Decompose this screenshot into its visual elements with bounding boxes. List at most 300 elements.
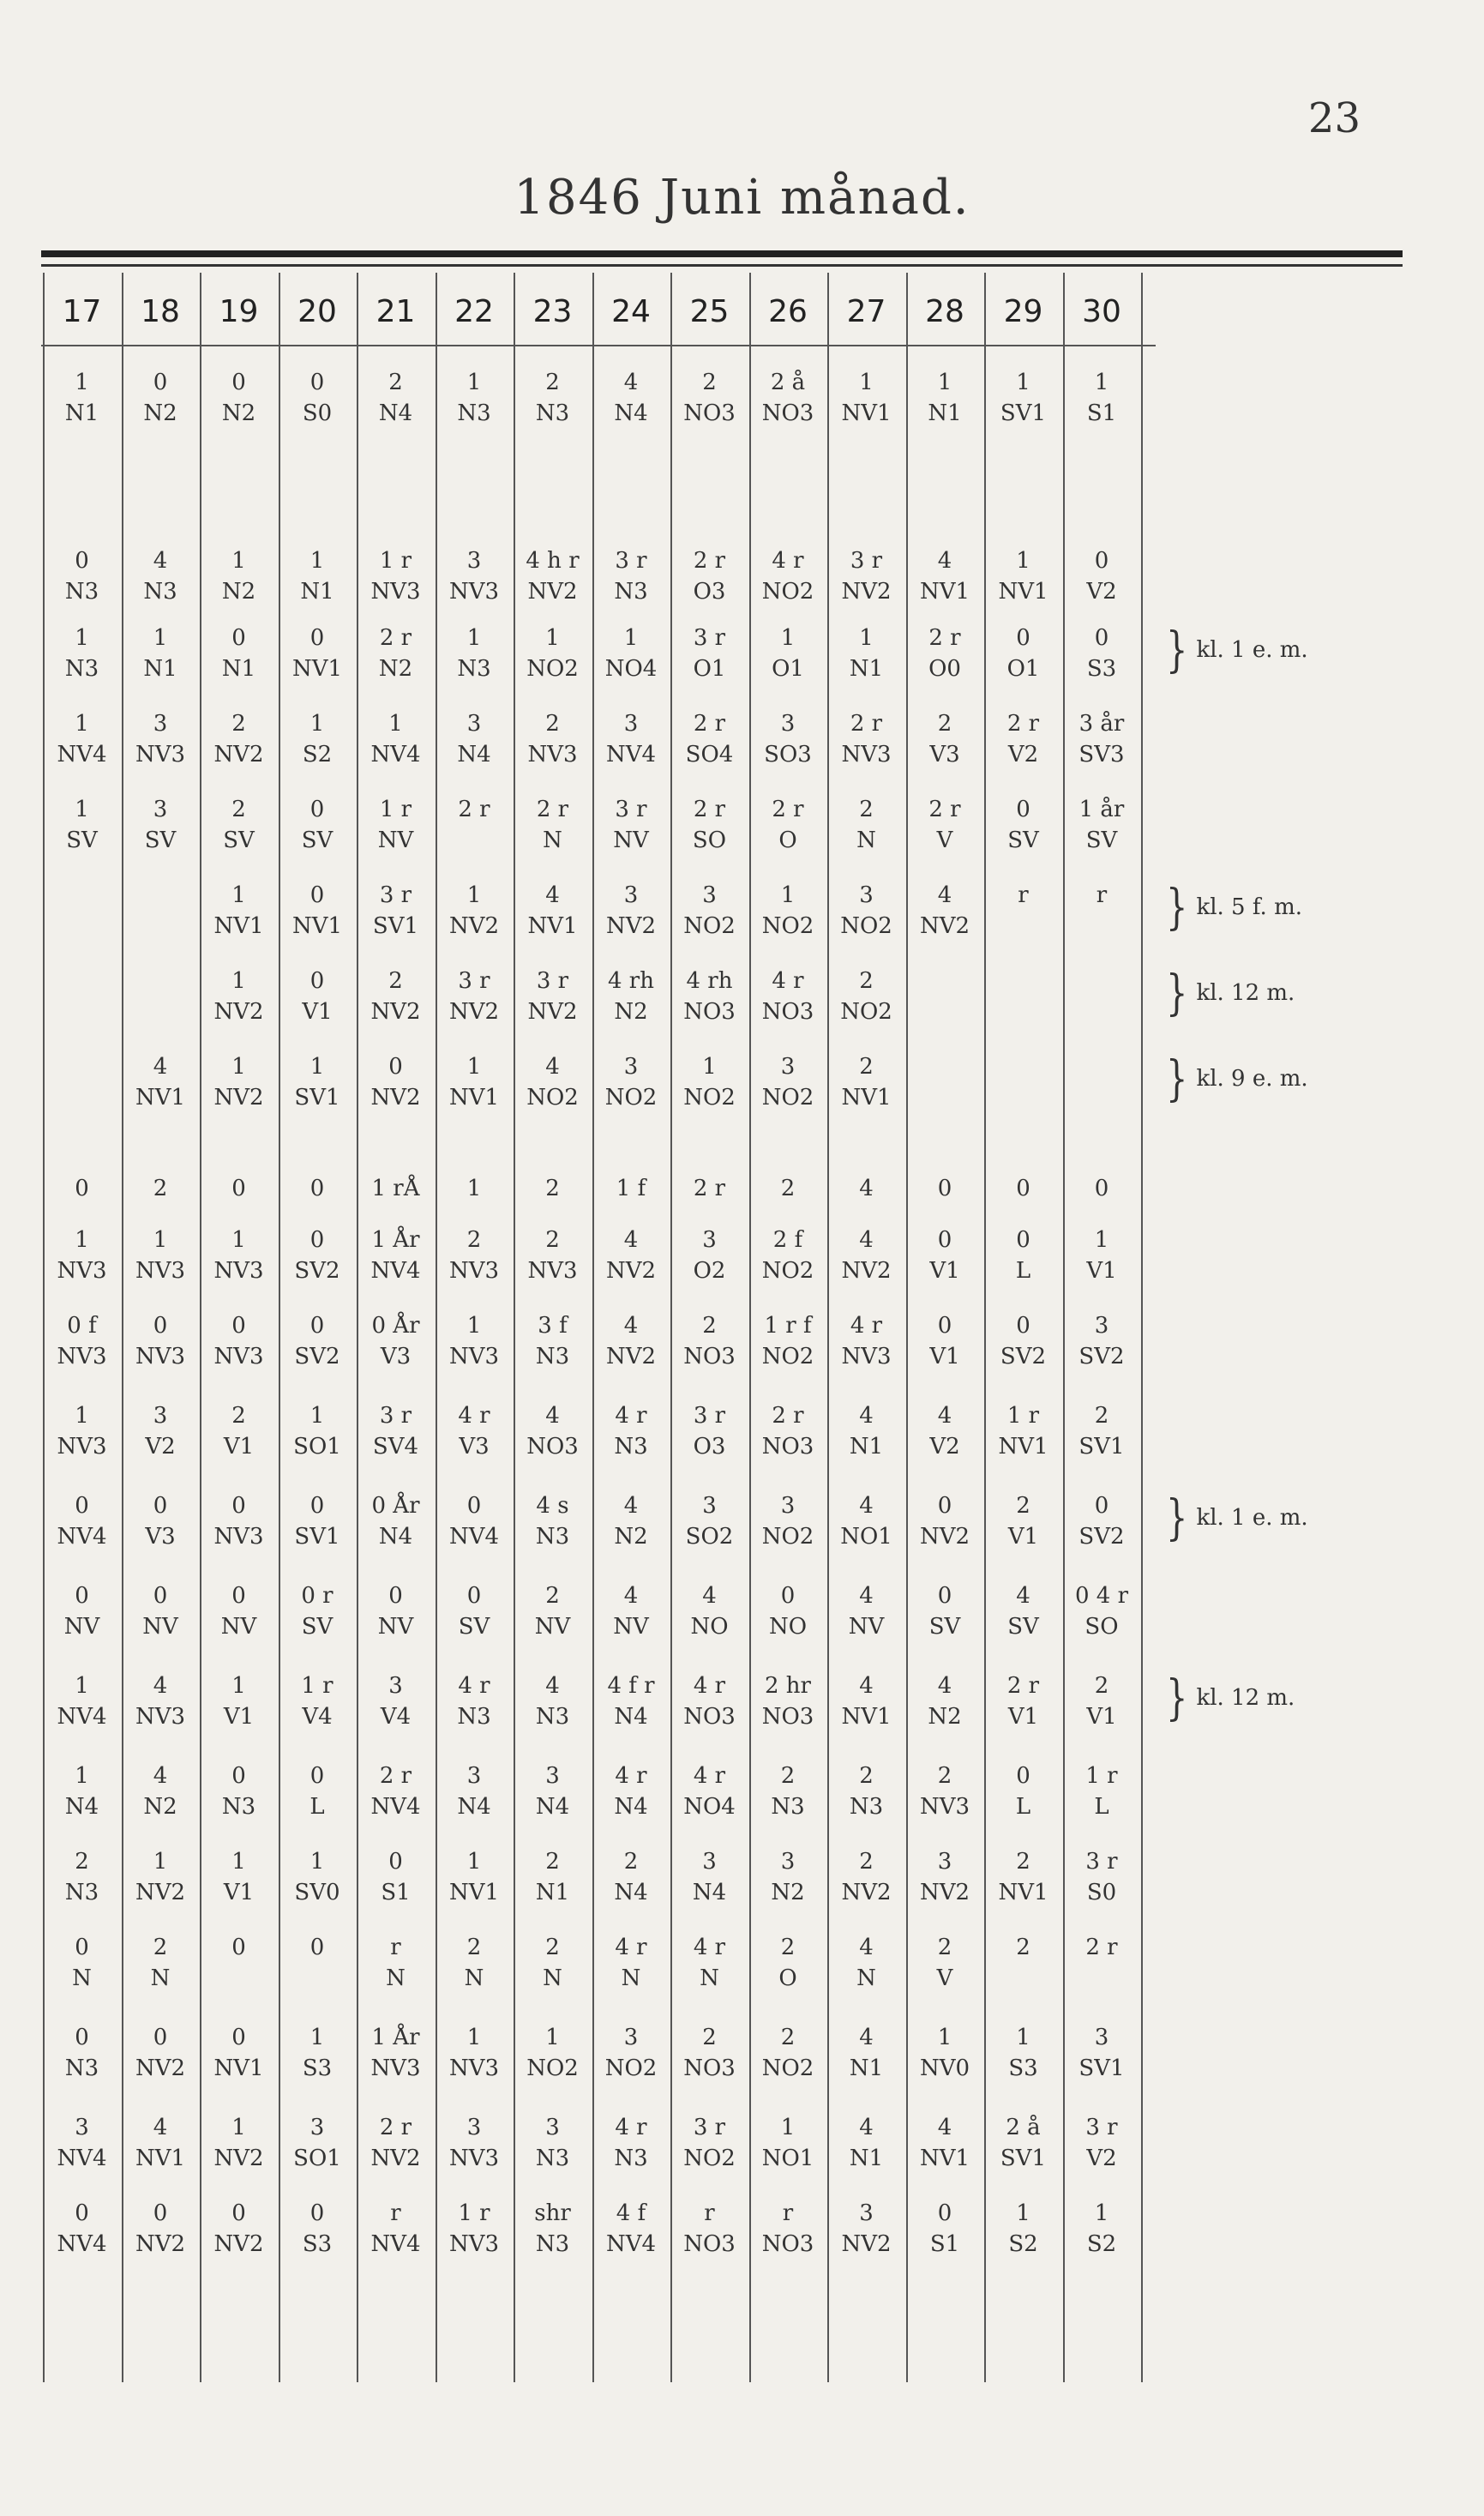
table-cell xyxy=(279,2022,357,2084)
table-cell xyxy=(43,1051,121,1113)
cell-force-value xyxy=(1063,966,1141,996)
cell-direction-value: NO2 xyxy=(526,656,579,682)
cell-force-value: 4 xyxy=(859,1403,874,1429)
table-cell xyxy=(279,1932,357,1994)
table-cell xyxy=(43,1670,121,1732)
table-cell xyxy=(200,2112,278,2174)
cell-force-value: 1 xyxy=(231,882,246,908)
cell-direction-value: NV2 xyxy=(605,1344,657,1369)
cell-direction-value: N1 xyxy=(64,400,99,426)
cell-direction-value: NV2 xyxy=(213,2146,264,2171)
table-cell xyxy=(827,708,905,770)
cell-direction-value: NV xyxy=(534,1614,571,1640)
cell-force-value: 1 r xyxy=(1006,1403,1040,1429)
table-cell xyxy=(514,2112,592,2174)
cell-force-value xyxy=(906,966,984,996)
cell-force-value: 1 xyxy=(309,1849,325,1875)
table-cell xyxy=(200,623,278,684)
cell-force-value: 2 xyxy=(1094,1673,1109,1699)
table-cell xyxy=(1063,966,1141,1027)
table-cell xyxy=(670,1580,748,1642)
cell-force-value: 0 xyxy=(309,1176,325,1201)
cell-force-value: 4 xyxy=(623,1227,639,1253)
table-cell xyxy=(436,1932,514,1994)
cell-force-value: 1 xyxy=(231,2115,246,2140)
cell-direction-value: SV2 xyxy=(294,1258,340,1284)
cell-direction-value: N3 xyxy=(64,656,99,682)
cell-force-value: 2 xyxy=(780,1176,796,1201)
table-cell xyxy=(592,1400,670,1462)
cell-direction-value: NV xyxy=(613,828,649,853)
cell-direction-value: NV2 xyxy=(841,2231,892,2257)
cell-direction-value: NV1 xyxy=(135,2146,186,2171)
cell-force-value: 0 xyxy=(309,1935,325,1960)
table-cell xyxy=(279,623,357,684)
cell-direction-value: N1 xyxy=(849,656,884,682)
table-cell xyxy=(592,880,670,942)
cell-force-value: 1 xyxy=(75,797,89,822)
cell-force-value: 0 xyxy=(231,370,246,395)
cell-direction-value: N3 xyxy=(457,1704,491,1730)
cell-direction-value: N3 xyxy=(535,2231,570,2257)
cell-direction-value: NV1 xyxy=(919,2146,970,2171)
cell-force-value: 2 r xyxy=(379,2115,412,2140)
table-cell xyxy=(122,2112,200,2174)
table-cell xyxy=(43,623,121,684)
table-cell xyxy=(357,1846,435,1908)
cell-direction-value: N1 xyxy=(849,1434,884,1460)
margin-note xyxy=(1166,1051,1308,1108)
cell-direction-value: O1 xyxy=(1006,656,1040,682)
cell-direction-value: SV xyxy=(1007,1614,1039,1640)
cell-direction-value: L xyxy=(1094,1794,1109,1820)
table-cell xyxy=(984,1670,1062,1732)
table-cell xyxy=(592,1051,670,1113)
cell-direction-value: NV2 xyxy=(919,1880,970,1905)
cell-direction-value: O1 xyxy=(772,656,804,682)
page-number: 23 xyxy=(1307,94,1361,142)
cell-force-value: 1 xyxy=(75,1673,89,1699)
column-header-day: 25 xyxy=(689,294,730,329)
cell-direction-value: SV1 xyxy=(1000,2146,1047,2171)
table-cell xyxy=(43,1846,121,1908)
cell-direction-value: NV1 xyxy=(213,2056,264,2081)
cell-direction-value: NV2 xyxy=(213,742,264,767)
cell-direction-value: SV1 xyxy=(372,913,419,939)
cell-direction-value: N2 xyxy=(614,999,648,1025)
cell-force-value: 2 xyxy=(702,1313,717,1339)
cell-force-value: 4 r xyxy=(615,1403,647,1429)
cell-force-value: 2 xyxy=(545,1227,560,1253)
cell-direction-value: SV xyxy=(1007,828,1039,853)
table-cell xyxy=(357,1400,435,1462)
cell-direction-value: NO3 xyxy=(761,999,814,1025)
cell-direction-value: NV2 xyxy=(527,579,578,605)
cell-force-value: 0 xyxy=(153,1583,168,1609)
table-cell xyxy=(514,1846,592,1908)
cell-direction-value: NV2 xyxy=(841,1880,892,1905)
table-cell xyxy=(1063,545,1141,607)
cell-direction-value: NV xyxy=(220,1614,257,1640)
cell-force-value: 3 xyxy=(780,1493,796,1519)
table-cell xyxy=(749,1225,827,1286)
cell-force-value xyxy=(1063,1051,1141,1082)
cell-force-value: 2 xyxy=(859,1763,874,1789)
table-cell xyxy=(984,545,1062,607)
cell-force-value: 4 xyxy=(545,882,560,908)
table-cell xyxy=(670,545,748,607)
cell-direction-value: SV xyxy=(223,828,255,853)
cell-direction-value: N xyxy=(700,1965,719,1991)
cell-force-value: 1 xyxy=(231,1227,246,1253)
table-cell xyxy=(1063,1400,1141,1462)
cell-force-value: 3 xyxy=(545,2115,560,2140)
cell-direction-value: NV4 xyxy=(370,1794,421,1820)
cell-direction-value: N xyxy=(464,1965,484,1991)
table-cell xyxy=(827,1490,905,1552)
cell-force-value: 4 xyxy=(859,2115,874,2140)
cell-direction-value: NV3 xyxy=(57,1258,107,1284)
header-underline xyxy=(41,345,1156,346)
cell-direction-value: SV1 xyxy=(294,1524,340,1550)
cell-force-value xyxy=(43,880,121,911)
cell-force-value: 4 s xyxy=(536,1493,569,1519)
table-cell xyxy=(906,2112,984,2174)
cell-force-value: 4 xyxy=(937,1673,952,1699)
cell-direction-value: S0 xyxy=(1086,1880,1117,1905)
table-cell xyxy=(1063,1932,1141,1994)
cell-force-value: r xyxy=(1096,882,1108,908)
cell-direction-value: S1 xyxy=(1086,400,1117,426)
cell-direction-value: N4 xyxy=(535,1794,570,1820)
cell-force-value: 2 xyxy=(545,1176,560,1201)
cell-force-value: 4 xyxy=(153,2115,168,2140)
column-header-day: 24 xyxy=(611,294,651,329)
table-cell xyxy=(984,966,1062,1027)
cell-direction-value: NV2 xyxy=(370,999,421,1025)
table-cell xyxy=(514,794,592,856)
cell-direction-value: O xyxy=(778,1965,797,1991)
table-cell xyxy=(514,2198,592,2260)
table-cell xyxy=(122,2198,200,2260)
cell-direction-value: SV xyxy=(301,828,333,853)
table-cell xyxy=(200,367,278,429)
table-cell xyxy=(984,708,1062,770)
cell-force-value: 4 xyxy=(859,1176,874,1201)
cell-force-value: 2 r xyxy=(1006,1673,1040,1699)
table-cell xyxy=(749,545,827,607)
table-cell xyxy=(200,1846,278,1908)
cell-force-value: 2 xyxy=(153,1176,168,1201)
margin-note-text: kl. 12 m. xyxy=(1196,980,1295,1006)
table-cell xyxy=(279,1400,357,1462)
table-cell xyxy=(1063,794,1141,856)
margin-note xyxy=(1166,623,1308,679)
table-cell xyxy=(514,1580,592,1642)
table-cell xyxy=(122,1580,200,1642)
cell-force-value: 3 xyxy=(466,711,482,737)
table-cell xyxy=(906,2198,984,2260)
table-cell xyxy=(436,545,514,607)
cell-force-value: 1 xyxy=(466,370,482,395)
cell-direction-value: NO2 xyxy=(761,913,814,939)
cell-direction-value: O2 xyxy=(693,1258,726,1284)
table-cell xyxy=(43,880,121,942)
cell-force-value xyxy=(984,1051,1062,1082)
table-cell xyxy=(279,1490,357,1552)
cell-direction-value: N3 xyxy=(535,2146,570,2171)
cell-force-value: 1 r xyxy=(379,797,412,822)
cell-direction-value: NO2 xyxy=(683,2146,736,2171)
cell-direction-value: V2 xyxy=(1086,2146,1117,2171)
cell-force-value: 2 r xyxy=(850,711,883,737)
cell-force-value: 1 xyxy=(1016,2025,1030,2050)
cell-force-value xyxy=(122,880,200,911)
weather-table xyxy=(41,273,1156,2382)
cell-force-value: 1 xyxy=(309,1403,325,1429)
cell-force-value: 1 År xyxy=(371,2025,420,2050)
cell-force-value: 2 xyxy=(545,1583,560,1609)
table-cell xyxy=(357,708,435,770)
table-cell xyxy=(827,1846,905,1908)
table-cell xyxy=(357,545,435,607)
cell-force-value: 2 xyxy=(231,1403,246,1429)
cell-direction-value: SV xyxy=(1085,828,1118,853)
cell-force-value: 1 xyxy=(466,1054,482,1080)
table-cell xyxy=(1063,2112,1141,2174)
table-cell xyxy=(827,1310,905,1372)
cell-direction-value: NV1 xyxy=(527,913,578,939)
cell-direction-value: N3 xyxy=(64,1880,99,1905)
cell-force-value: shr xyxy=(534,2200,571,2226)
cell-force-value: 3 xyxy=(780,711,796,737)
table-cell xyxy=(43,794,121,856)
cell-force-value: 0 xyxy=(388,1583,403,1609)
cell-force-value: 0 xyxy=(75,1583,89,1609)
cell-direction-value: NV xyxy=(848,1614,885,1640)
cell-force-value: 0 xyxy=(937,1583,952,1609)
table-cell xyxy=(984,880,1062,942)
cell-direction-value: N1 xyxy=(849,2056,884,2081)
cell-force-value: 0 xyxy=(1016,1763,1030,1789)
table-cell xyxy=(514,1051,592,1113)
cell-force-value: 4 r xyxy=(693,1763,726,1789)
cell-direction-value: NO4 xyxy=(683,1794,736,1820)
cell-force-value: 3 r xyxy=(1085,2115,1118,2140)
cell-force-value: 2 xyxy=(388,968,403,994)
table-cell xyxy=(436,2112,514,2174)
table-cell xyxy=(749,1846,827,1908)
table-cell xyxy=(1063,2198,1141,2260)
cell-direction-value: N4 xyxy=(457,1794,491,1820)
cell-direction-value xyxy=(1063,1963,1141,1994)
table-cell xyxy=(984,1846,1062,1908)
table-cell xyxy=(592,2198,670,2260)
brace-mark: } xyxy=(1166,1490,1188,1547)
cell-force-value: 3 xyxy=(702,1493,717,1519)
cell-direction-value: N4 xyxy=(378,1524,413,1550)
cell-direction-value: NV3 xyxy=(448,1344,500,1369)
table-cell xyxy=(357,623,435,684)
header-rule-thin xyxy=(41,264,1403,267)
cell-force-value: 4 r xyxy=(772,968,804,994)
cell-direction-value: NO3 xyxy=(761,1704,814,1730)
cell-force-value: 4 r xyxy=(458,1673,490,1699)
cell-force-value: 2 xyxy=(231,797,246,822)
table-cell xyxy=(514,1490,592,1552)
cell-direction-value: N4 xyxy=(378,400,413,426)
cell-force-value: 3 xyxy=(623,882,639,908)
cell-direction-value xyxy=(200,1963,278,1994)
table-cell xyxy=(906,1400,984,1462)
cell-direction-value: S2 xyxy=(1008,2231,1038,2257)
cell-force-value: 4 r xyxy=(693,1673,726,1699)
table-cell xyxy=(122,1932,200,1994)
cell-force-value: 0 xyxy=(231,1935,246,1960)
cell-force-value: 4 xyxy=(153,1054,168,1080)
cell-direction-value: N2 xyxy=(221,579,256,605)
cell-direction-value: SO2 xyxy=(685,1524,734,1550)
cell-direction-value: NV3 xyxy=(841,1344,892,1369)
cell-direction-value: NO4 xyxy=(604,656,658,682)
table-cell xyxy=(749,623,827,684)
cell-force-value: 2 r xyxy=(928,625,961,651)
cell-direction-value: V1 xyxy=(223,1880,255,1905)
cell-direction-value: NV2 xyxy=(605,1258,657,1284)
cell-force-value: 4 xyxy=(623,1493,639,1519)
cell-direction-value: V3 xyxy=(380,1344,412,1369)
cell-force-value: 4 xyxy=(859,1935,874,1960)
page-title: 1846 Juni månad. xyxy=(514,170,970,226)
cell-direction-value: NV2 xyxy=(605,913,657,939)
table-cell xyxy=(436,880,514,942)
cell-force-value: 3 r xyxy=(379,1403,412,1429)
table-cell xyxy=(279,545,357,607)
cell-force-value: 3 xyxy=(545,1763,560,1789)
cell-force-value: 2 xyxy=(545,1935,560,1960)
table-cell xyxy=(122,966,200,1027)
cell-force-value: 1 rÅ xyxy=(371,1176,420,1201)
table-cell xyxy=(827,2022,905,2084)
cell-direction-value: N3 xyxy=(535,400,570,426)
column-header-day: 30 xyxy=(1082,294,1121,329)
cell-direction-value: NO2 xyxy=(840,913,892,939)
cell-force-value: 0 xyxy=(75,2025,89,2050)
cell-direction-value: NV4 xyxy=(57,1704,107,1730)
table-cell xyxy=(984,794,1062,856)
cell-force-value: 1 xyxy=(231,548,246,574)
table-cell xyxy=(984,2112,1062,2174)
cell-direction-value: NO3 xyxy=(761,400,814,426)
table-cell xyxy=(122,1310,200,1372)
cell-direction-value: N4 xyxy=(457,742,491,767)
table-cell xyxy=(279,1670,357,1732)
cell-force-value: 2 xyxy=(780,1763,796,1789)
cell-force-value: 0 xyxy=(231,1583,246,1609)
cell-direction-value: NO2 xyxy=(526,2056,579,2081)
cell-force-value: 2 xyxy=(859,797,874,822)
table-cell xyxy=(279,1051,357,1113)
cell-force-value: 1 r f xyxy=(764,1313,812,1339)
cell-direction-value: N1 xyxy=(928,400,962,426)
table-cell xyxy=(122,1225,200,1286)
cell-force-value: 2 xyxy=(75,1849,89,1875)
cell-direction-value: NV1 xyxy=(998,1880,1048,1905)
cell-force-value: 1 xyxy=(1016,370,1030,395)
cell-force-value: 1 xyxy=(231,1673,246,1699)
table-cell xyxy=(749,880,827,942)
cell-force-value: 1 xyxy=(545,625,560,651)
table-cell xyxy=(1063,2022,1141,2084)
table-cell xyxy=(984,1761,1062,1822)
cell-direction-value: SO1 xyxy=(293,1434,341,1460)
margin-note xyxy=(1166,966,1295,1022)
cell-direction-value: N1 xyxy=(300,579,334,605)
table-cell xyxy=(436,1490,514,1552)
table-cell xyxy=(1063,880,1141,942)
table-cell xyxy=(906,1225,984,1286)
cell-force-value: 4 xyxy=(937,882,952,908)
cell-force-value: 2 xyxy=(545,711,560,737)
table-cell xyxy=(906,880,984,942)
column-divider xyxy=(1141,273,1143,2382)
cell-direction-value: NV3 xyxy=(57,1344,107,1369)
cell-force-value: 2 xyxy=(545,1849,560,1875)
cell-force-value: 3 xyxy=(466,1763,482,1789)
cell-direction-value: S3 xyxy=(1086,656,1117,682)
cell-force-value: 2 å xyxy=(770,370,806,395)
cell-force-value: 2 xyxy=(780,1935,796,1960)
cell-direction-value xyxy=(122,911,200,942)
cell-force-value: 1 xyxy=(153,1227,168,1253)
cell-force-value: 4 xyxy=(545,1673,560,1699)
cell-force-value: 4 xyxy=(937,548,952,574)
cell-direction-value: NV4 xyxy=(370,742,421,767)
cell-direction-value xyxy=(279,1963,357,1994)
table-cell xyxy=(122,1490,200,1552)
cell-direction-value: NV3 xyxy=(135,742,186,767)
table-cell xyxy=(592,1670,670,1732)
table-cell xyxy=(749,1310,827,1372)
cell-force-value: 0 xyxy=(1016,1313,1030,1339)
cell-direction-value: N3 xyxy=(614,579,648,605)
cell-force-value: 4 xyxy=(623,1313,639,1339)
cell-direction-value: NV1 xyxy=(841,400,892,426)
cell-force-value: 3 xyxy=(623,711,639,737)
cell-direction-value xyxy=(122,996,200,1027)
cell-force-value: 0 xyxy=(1016,1176,1030,1201)
cell-force-value: 1 xyxy=(937,2025,952,2050)
cell-direction-value: NV1 xyxy=(919,579,970,605)
cell-direction-value: N2 xyxy=(771,1880,805,1905)
cell-direction-value xyxy=(43,1082,121,1113)
cell-force-value: 2 r xyxy=(772,797,804,822)
cell-force-value: 0 xyxy=(1016,1227,1030,1253)
cell-direction-value: SV xyxy=(301,1614,333,1640)
cell-direction-value xyxy=(984,911,1062,942)
table-cell xyxy=(200,545,278,607)
margin-note xyxy=(1166,1490,1308,1547)
cell-direction-value: NV2 xyxy=(370,1085,421,1111)
cell-direction-value xyxy=(1063,911,1141,942)
cell-direction-value: NV3 xyxy=(448,1258,500,1284)
cell-force-value: 0 xyxy=(309,2200,325,2226)
cell-force-value: 1 r xyxy=(301,1673,333,1699)
cell-direction-value: NV2 xyxy=(841,579,892,605)
cell-force-value: 1 f xyxy=(616,1176,646,1201)
cell-force-value: 2 xyxy=(937,1763,952,1789)
cell-force-value: 2 xyxy=(859,1054,874,1080)
